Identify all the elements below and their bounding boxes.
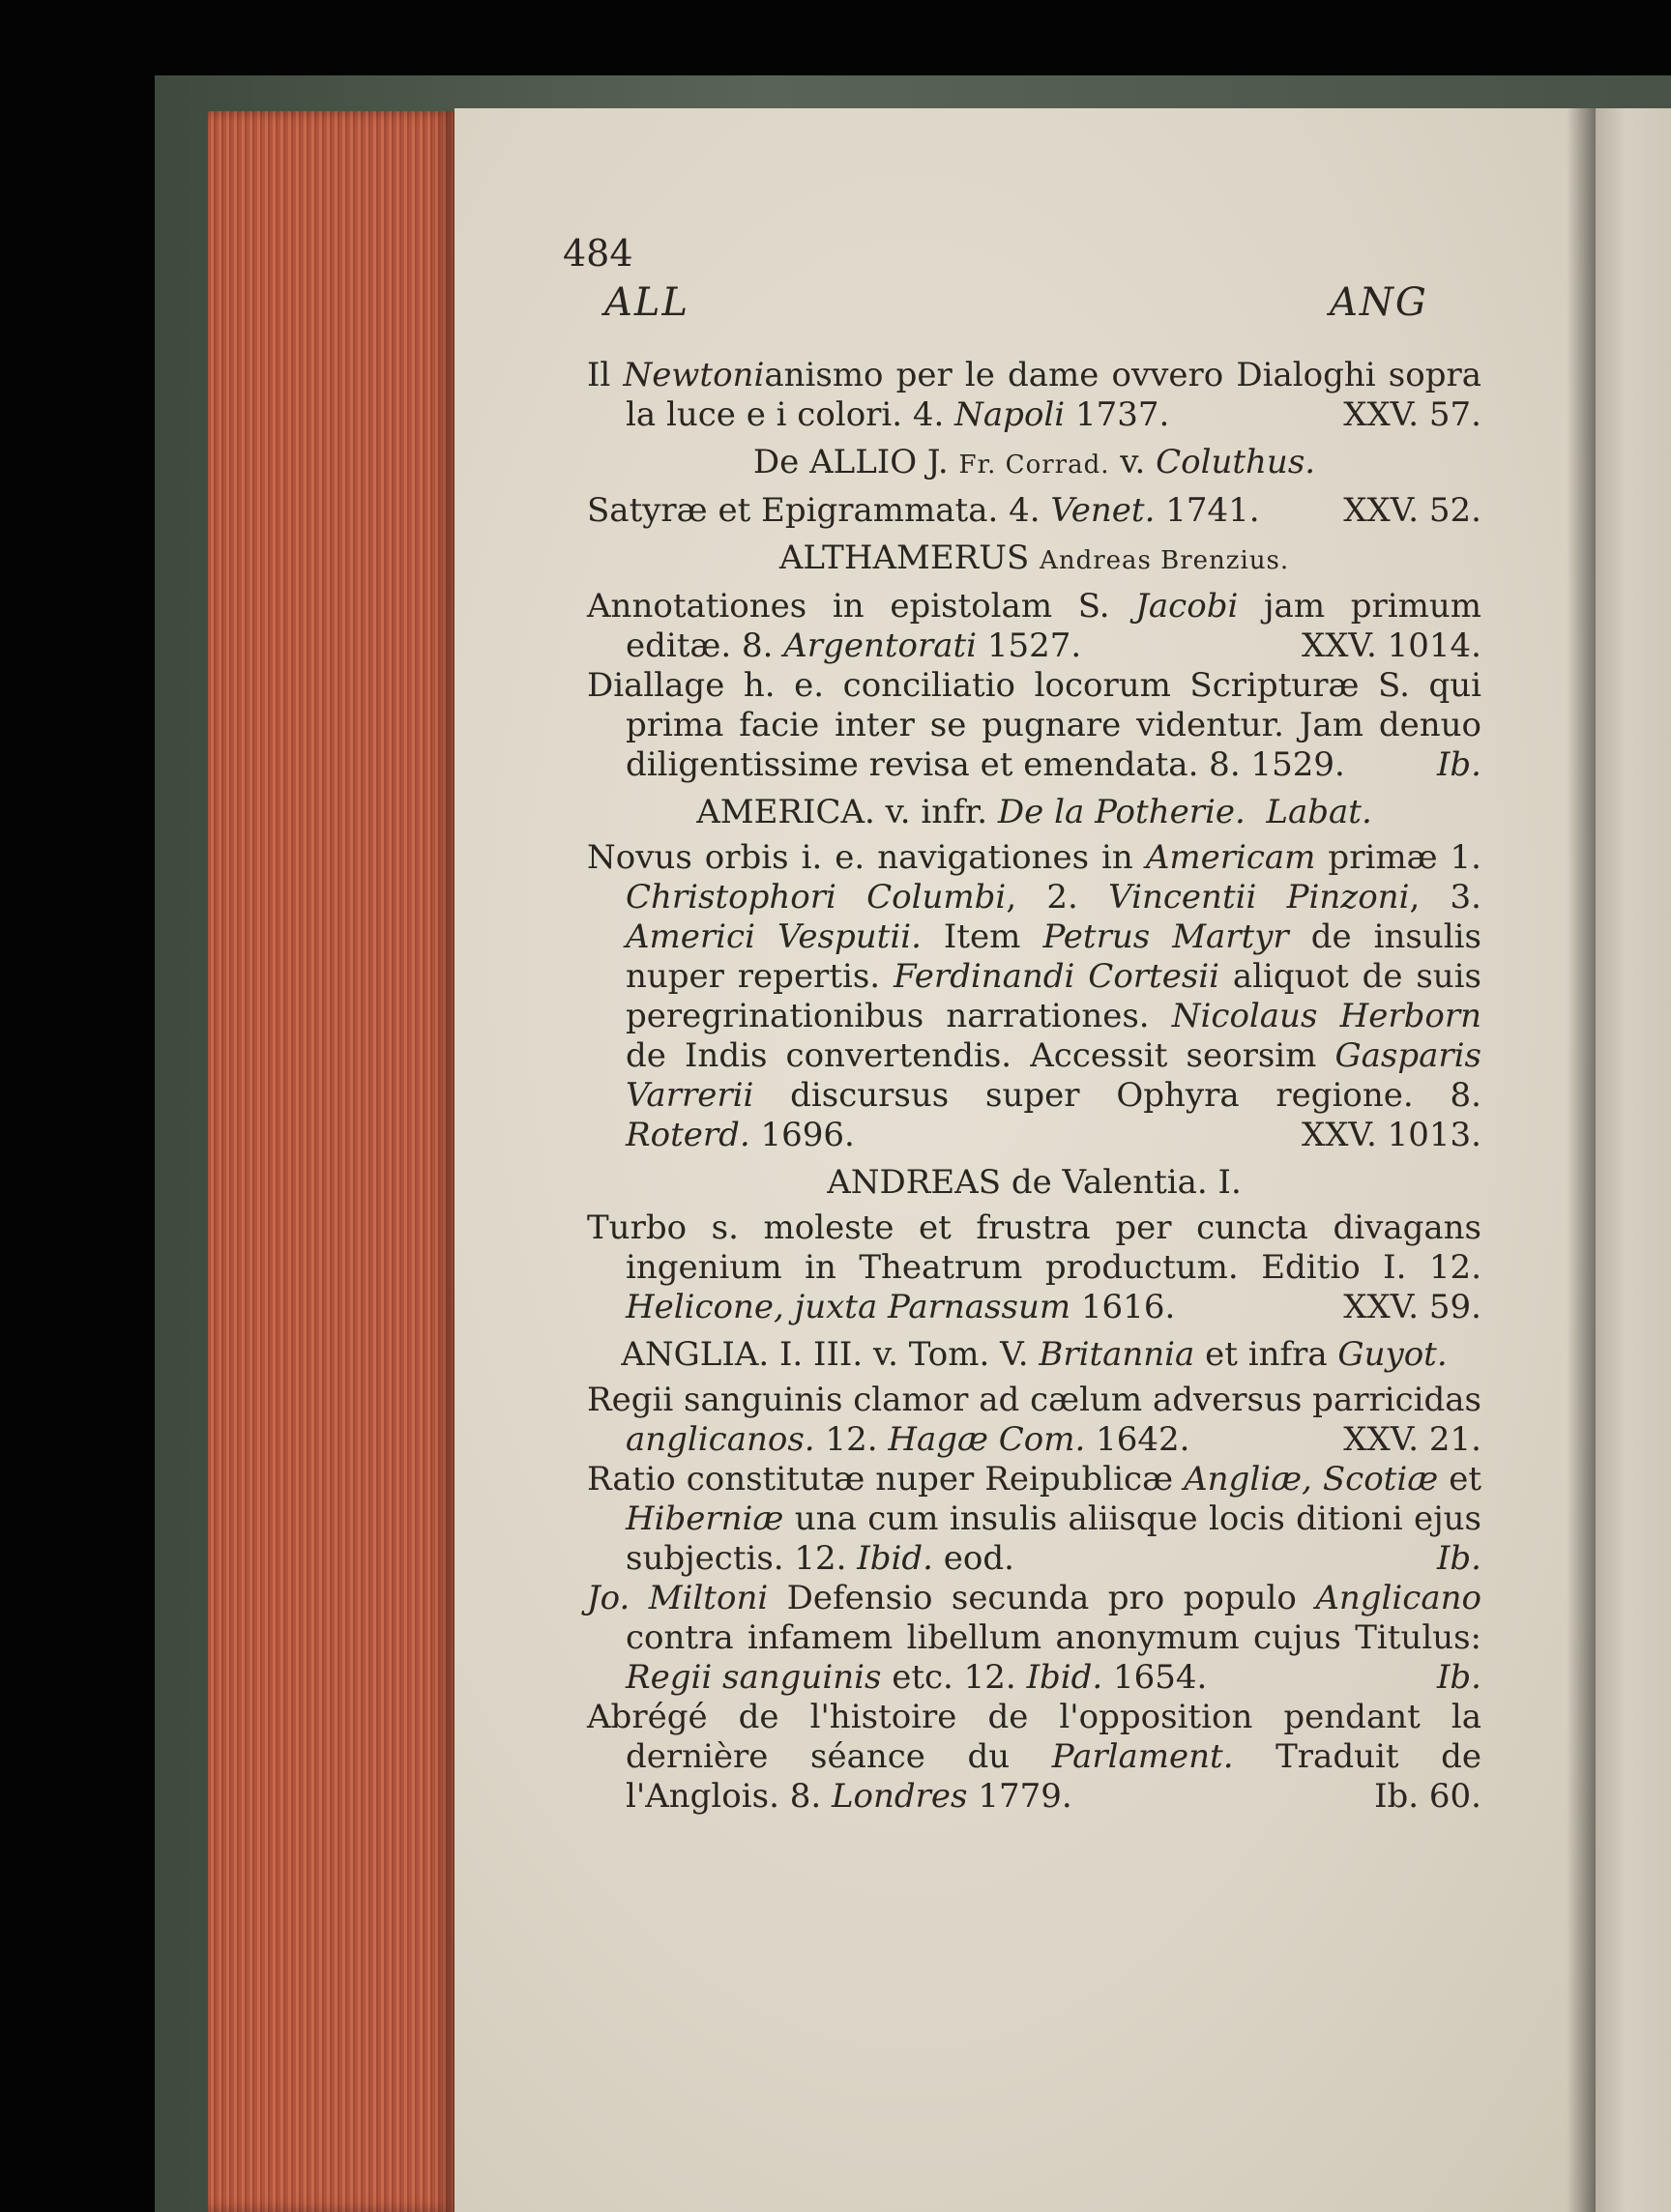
author-heading: ANDREAS de Valentia. I.	[827, 1163, 1242, 1202]
author-heading: AMERICA. v. infr. De la Potherie. Labat.	[696, 793, 1372, 831]
entry: Novus orbis i. e. navigationes in Americam primæ 1. Christophori Columbi, 2. Vincentii Pinzoni, 3. Americi Vesputii. Item Petrus Martyr de insulis nuper repertis. Ferdinandi Cortesii aliquot de suis peregrinationibus narrationes. Nicolaus Herborn de Indis convertendis. Accessit seorsim Gasparis Varrerii discursus super Ophyra regione. 8. Roterd. 1696. XXV. 1013.	[587, 838, 1482, 1154]
entry-reference: XXV. 52.	[1343, 491, 1481, 530]
entry: Satyræ et Epigrammata. 4. Venet. 1741. XXV. 52.	[587, 491, 1481, 530]
entry: Ratio constitutæ nuper Reipublicæ Angliæ, Scotiæ et Hiberniæ una cum insulis aliisque locis ditioni ejus subjectis. 12. Ibid. eod. Ib.	[587, 1460, 1482, 1578]
entry: Annotationes in epistolam S. Jacobi jam primum editæ. 8. Argentorati 1527. XXV. 1014.	[587, 587, 1481, 665]
entry-reference: XXV. 57.	[1343, 395, 1481, 434]
entry: Il Newtonianismo per le dame ovvero Dialoghi sopra la luce e i colori. 4. Napoli 1737. XXV. 57.	[587, 356, 1481, 434]
entry-reference: Ib.	[1436, 1658, 1481, 1697]
page-number: 484	[563, 232, 633, 275]
entry-reference: Ib.	[1436, 745, 1481, 784]
entry-reference: XXV. 1014.	[1302, 626, 1481, 665]
page-gutter	[1567, 108, 1596, 2212]
running-head-left: ALL	[604, 280, 690, 325]
facing-page	[1596, 108, 1671, 2212]
entry: Jo. Miltoni Defensio secunda pro populo Anglicano contra infamem libellum anonymum cujus Titulus: Regii sanguinis etc. 12. Ibid. 1654. Ib.	[587, 1579, 1481, 1697]
entry: Turbo s. moleste et frustra per cuncta divagans ingenium in Theatrum productum. Editio I. 12. Helicone, juxta Parnassum 1616. XXV. 59.	[587, 1208, 1481, 1326]
entry: Abrégé de l'histoire de l'opposition pendant la dernière séance du Parlament. Traduit de l'Anglois. 8. Londres 1779. Ib. 60.	[587, 1698, 1481, 1816]
entry: Diallage h. e. conciliatio locorum Scripturæ S. qui prima facie inter se pugnare videntur. Jam denuo diligentissime revisa et emendata. 8. 1529. Ib.	[587, 666, 1481, 784]
author-heading: De ALLIO J. Fr. Corrad. v. Coluthus.	[752, 443, 1316, 481]
author-heading: ALTHAMERUS Andreas Brenzius.	[778, 538, 1290, 577]
entry-reference: XXV. 1013.	[1302, 1116, 1481, 1154]
author-heading: ANGLIA. I. III. v. Tom. V. Britannia et infra Guyot.	[621, 1335, 1448, 1374]
entry-reference: Ib. 60.	[1374, 1777, 1481, 1816]
page-edges	[208, 111, 454, 2212]
running-head-right: ANG	[1330, 280, 1428, 325]
entry: Regii sanguinis clamor ad cælum adversus parricidas anglicanos. 12. Hagæ Com. 1642. XXV. 21.	[587, 1381, 1481, 1459]
entry-reference: Ib.	[1436, 1539, 1481, 1578]
entry-reference: XXV. 59.	[1343, 1288, 1481, 1326]
entry-reference: XXV. 21.	[1343, 1420, 1481, 1459]
page-body	[587, 356, 1481, 1817]
